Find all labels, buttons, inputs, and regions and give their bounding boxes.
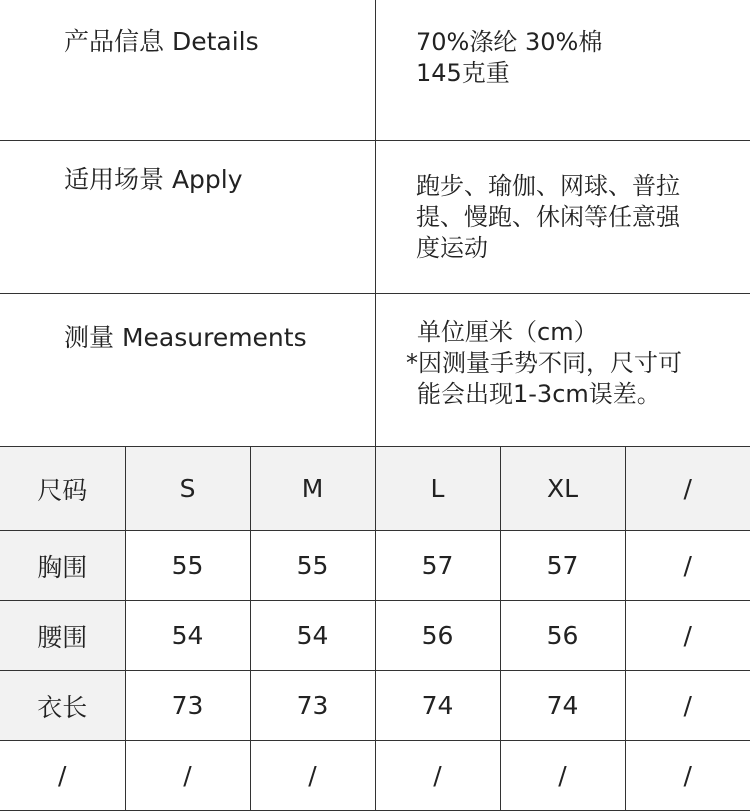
header-cell: / xyxy=(625,447,750,531)
header-cell: 尺码 xyxy=(0,447,125,531)
info-row-measurements xyxy=(0,294,750,446)
table-cell: 56 xyxy=(500,601,625,671)
table-cell: / xyxy=(375,741,500,811)
row-label-cell: 腰围 xyxy=(0,601,125,671)
info-value-cell xyxy=(376,141,750,293)
row-label-cell: 胸围 xyxy=(0,531,125,601)
apply-label: 适用场景 Apply xyxy=(64,165,243,194)
details-value xyxy=(416,27,726,89)
details-value-line: 145克重 xyxy=(416,59,510,87)
row-label-cell: / xyxy=(0,741,125,811)
table-cell: 54 xyxy=(125,601,250,671)
table-row xyxy=(0,601,750,671)
header-cell: M xyxy=(250,447,375,531)
measurements-value-line: 单位厘米（cm） xyxy=(417,318,598,346)
apply-value xyxy=(416,171,726,264)
table-cell: / xyxy=(625,741,750,811)
measurements-label: 测量 Measurements xyxy=(64,323,307,352)
info-row-apply xyxy=(0,141,750,294)
apply-value-line: 提、慢跑、休闲等任意强 xyxy=(416,203,680,231)
info-label-cell xyxy=(0,141,376,293)
info-label-cell xyxy=(0,0,376,140)
table-row xyxy=(0,741,750,811)
size-table xyxy=(0,446,750,811)
table-cell: 74 xyxy=(500,671,625,741)
table-cell: / xyxy=(625,601,750,671)
row-label-cell: 衣长 xyxy=(0,671,125,741)
info-label-cell xyxy=(0,294,376,446)
info-value-cell xyxy=(376,0,750,140)
table-cell: / xyxy=(625,531,750,601)
table-cell: 55 xyxy=(125,531,250,601)
details-value-line: 70%涤纶 30%棉 xyxy=(416,28,603,56)
measurements-value xyxy=(406,317,727,410)
table-cell: / xyxy=(250,741,375,811)
table-row xyxy=(0,671,750,741)
details-label: 产品信息 Details xyxy=(64,27,259,56)
measurements-value-line: *因测量手势不同，尺寸可 xyxy=(406,349,682,377)
table-cell: 57 xyxy=(500,531,625,601)
table-cell: / xyxy=(625,671,750,741)
size-table-header-row xyxy=(0,447,750,531)
header-cell: L xyxy=(375,447,500,531)
table-cell: 54 xyxy=(250,601,375,671)
header-cell: S xyxy=(125,447,250,531)
table-cell: 73 xyxy=(125,671,250,741)
header-cell: XL xyxy=(500,447,625,531)
table-cell: 57 xyxy=(375,531,500,601)
table-cell: / xyxy=(500,741,625,811)
apply-value-line: 跑步、瑜伽、网球、普拉 xyxy=(416,172,680,200)
table-cell: 73 xyxy=(250,671,375,741)
measurements-value-line: 能会出现1-3cm误差。 xyxy=(417,380,661,408)
table-cell: 74 xyxy=(375,671,500,741)
info-value-cell xyxy=(376,294,750,446)
apply-value-line: 度运动 xyxy=(416,234,488,262)
info-row-details xyxy=(0,0,750,141)
table-cell: / xyxy=(125,741,250,811)
table-row xyxy=(0,531,750,601)
table-cell: 56 xyxy=(375,601,500,671)
table-cell: 55 xyxy=(250,531,375,601)
